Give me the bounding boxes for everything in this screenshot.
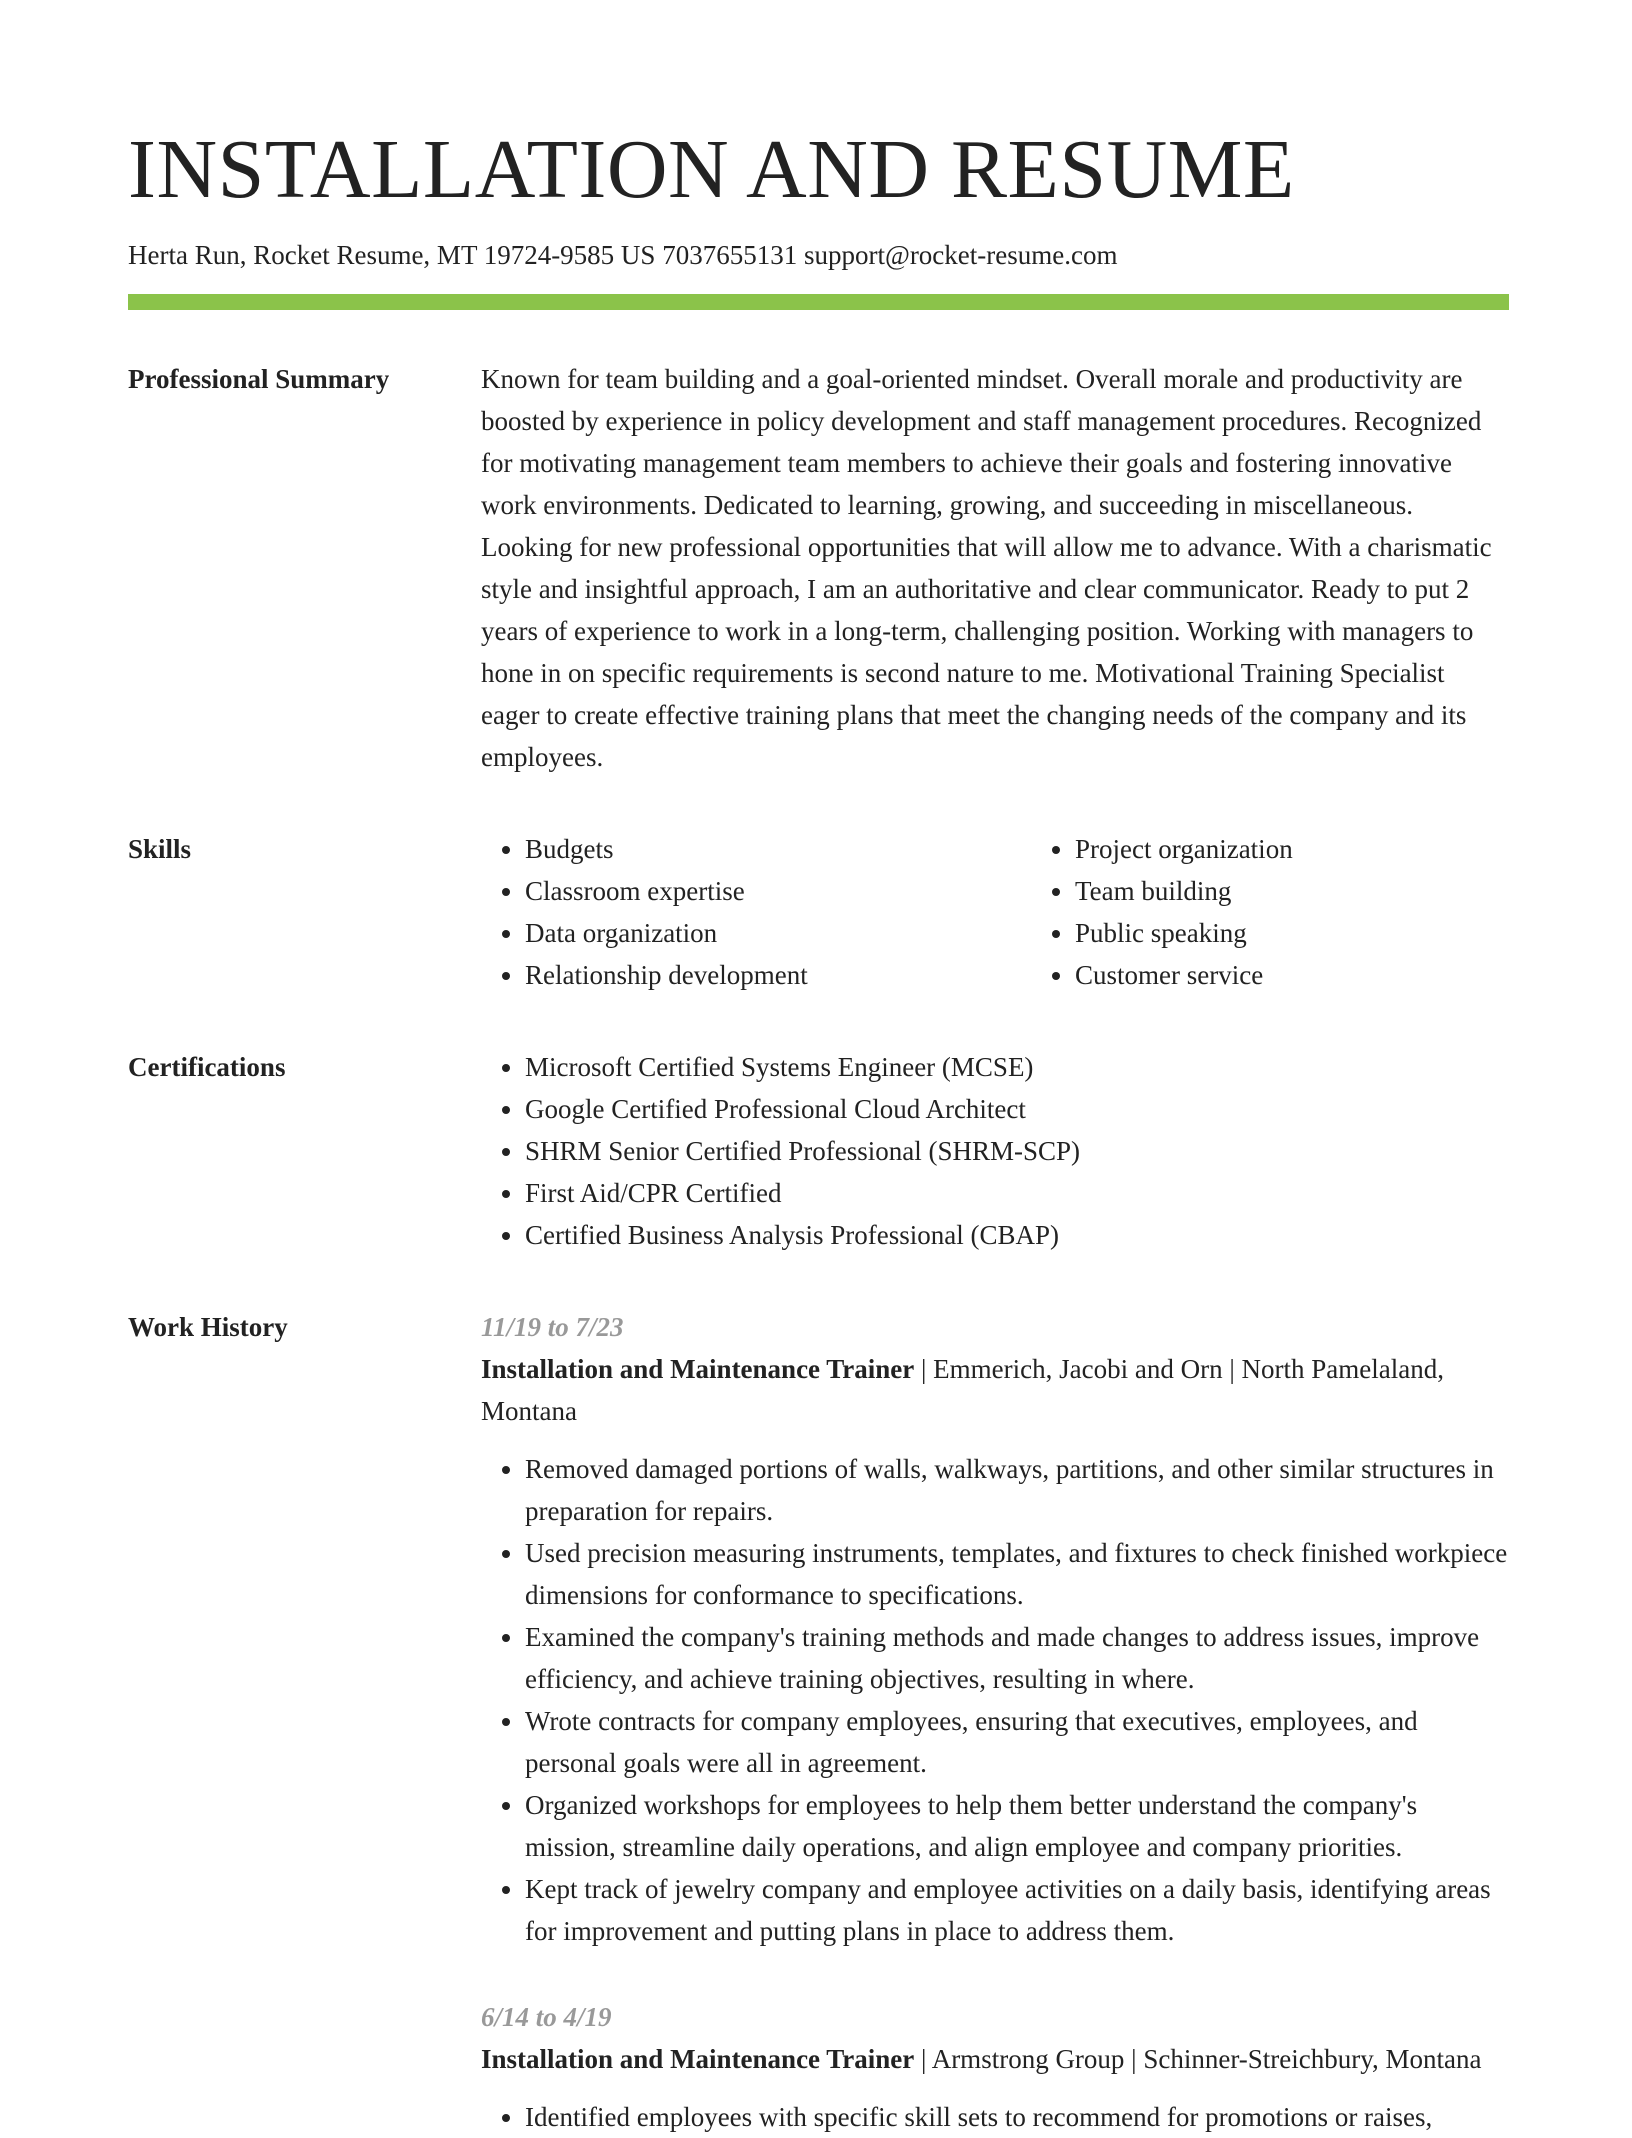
header-divider	[128, 294, 1509, 310]
summary-section	[128, 358, 1509, 778]
skills-grid	[481, 828, 1581, 996]
resume-name: INSTALLATION AND RESUME	[128, 123, 1295, 216]
job-dates: 6/14 to 4/19	[481, 2002, 612, 2032]
job-dates: 11/19 to 7/23	[481, 1312, 624, 1342]
certifications-section	[128, 1046, 1509, 1256]
job-bullet: • Removed damaged portions of walls, walkways, partitions, and other similar structures in preparation for repairs.	[525, 1448, 1509, 1532]
section-body	[481, 358, 1509, 778]
contact-line: Herta Run, Rocket Resume, MT 19724-9585 US 7037655131 support@rocket-resume.com	[128, 240, 1118, 270]
resume-page	[128, 0, 1509, 2138]
section-body	[481, 828, 1581, 996]
job-bullet: • Kept track of jewelry company and employee activities on a daily basis, identifying areas for improvement and putting plans in place to address them.	[525, 1868, 1509, 1952]
skills-section	[128, 828, 1509, 996]
section-body	[481, 1306, 1509, 2138]
job-header	[481, 1348, 1509, 1432]
job-entry	[481, 1306, 1509, 1952]
skill-item: • Classroom expertise	[525, 870, 1031, 912]
certification-item: • Certified Business Analysis Professional (CBAP)	[525, 1214, 1509, 1256]
certification-item: • SHRM Senior Certified Professional (SHRM-SCP)	[525, 1130, 1509, 1172]
job-bullet: • Used precision measuring instruments, templates, and fixtures to check finished workpiece dimensions for conformance to specifications.	[525, 1532, 1509, 1616]
skills-list-right	[1031, 828, 1581, 996]
section-title: Certifications	[128, 1052, 286, 1082]
job-bullet: • Examined the company's training methods and made changes to address issues, improve efficiency, and achieve training objectives, resulting in where.	[525, 1616, 1509, 1700]
skill-item: • Project organization	[1075, 828, 1581, 870]
skill-item: • Public speaking	[1075, 912, 1581, 954]
section-title: Professional Summary	[128, 364, 390, 394]
job-details: | Armstrong Group | Schinner-Streichbury, Montana	[914, 2044, 1482, 2074]
job-details: | Emmerich, Jacobi and Orn | North Pamelaland, Montana	[481, 1354, 1444, 1426]
job-title: Installation and Maintenance Trainer	[481, 2044, 915, 2074]
section-title: Work History	[128, 1312, 288, 1342]
certification-item: • First Aid/CPR Certified	[525, 1172, 1509, 1214]
certifications-list	[481, 1046, 1509, 1256]
certification-item: • Google Certified Professional Cloud Architect	[525, 1088, 1509, 1130]
job-title: Installation and Maintenance Trainer	[481, 1354, 915, 1384]
job-entry	[481, 1996, 1509, 2138]
job-bullet: • Organized workshops for employees to help them better understand the company's mission, streamline daily operations, and align employee and company priorities.	[525, 1784, 1509, 1868]
job-bullet: • Identified employees with specific skill sets to recommend for promotions or raises,	[525, 2096, 1509, 2138]
work-history-section	[128, 1306, 1509, 2138]
skill-item: • Relationship development	[525, 954, 1031, 996]
job-header	[481, 2038, 1509, 2080]
skill-item: • Customer service	[1075, 954, 1581, 996]
job-bullets	[481, 1448, 1509, 1952]
skill-item: • Budgets	[525, 828, 1031, 870]
skill-item: • Team building	[1075, 870, 1581, 912]
job-bullets	[481, 2096, 1509, 2138]
job-bullet: • Wrote contracts for company employees, ensuring that executives, employees, and personal goals were all in agreement.	[525, 1700, 1509, 1784]
skills-list-left	[481, 828, 1031, 996]
certification-item: • Microsoft Certified Systems Engineer (MCSE)	[525, 1046, 1509, 1088]
summary-text: Known for team building and a goal-oriented mindset. Overall morale and productivity are boosted by experience in policy development and staff management procedures. Recognized for motivating management team members to achieve their goals and fostering innovative work environments. Dedicated to learning, growing, and succeeding in miscellaneous. Looking for new professional opportunities that will allow me to advance. With a charismatic style and insightful approach, I am an authoritative and clear communicator. Ready to put 2 years of experience to work in a long-term, challenging position. Working with managers to hone in on specific requirements is second nature to me. Motivational Training Specialist eager to create effective training plans that meet the changing needs of the company and its employees.	[481, 364, 1492, 772]
section-body	[481, 1046, 1509, 1256]
section-title: Skills	[128, 834, 192, 864]
skill-item: • Data organization	[525, 912, 1031, 954]
